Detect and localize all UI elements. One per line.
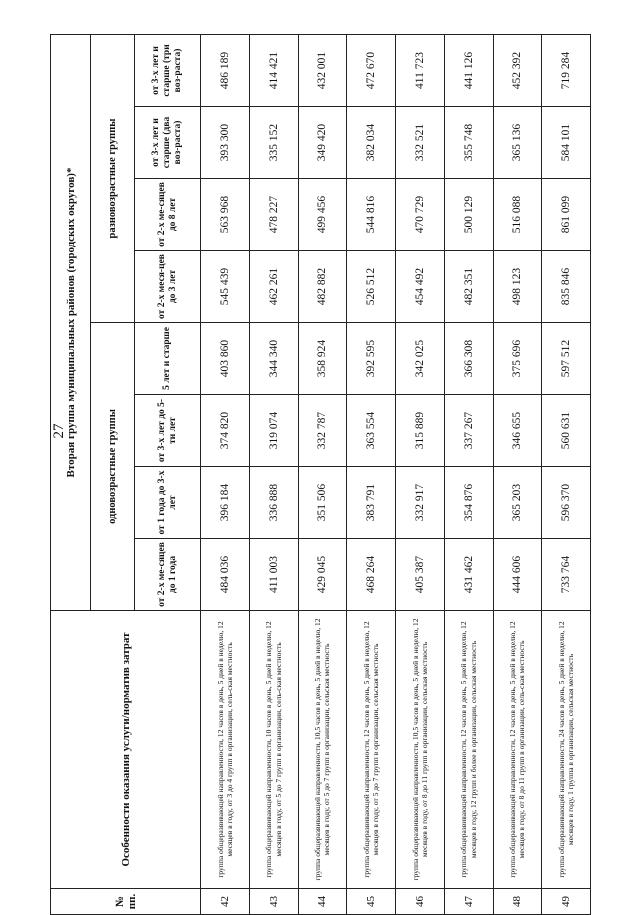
- cost-value-cell: 498 123: [493, 251, 542, 323]
- row-number: 48: [493, 889, 542, 915]
- header-single-col-1: от 2-х ме-сяцев до 1 года: [135, 539, 201, 611]
- cost-value-cell: 393 300: [201, 107, 250, 179]
- cost-value-cell: 835 846: [542, 251, 591, 323]
- cost-value-cell: 482 882: [298, 251, 347, 323]
- table-row: [542, 34, 591, 914]
- cost-value-cell: 472 670: [347, 34, 396, 106]
- table-row: [298, 34, 347, 914]
- cost-value-cell: 500 129: [444, 179, 493, 251]
- cost-value-cell: 563 968: [201, 179, 250, 251]
- cost-value-cell: 444 606: [493, 539, 542, 611]
- cost-value-cell: 342 025: [396, 323, 445, 395]
- header-single-col-2: от 1 года до 3-х лет: [135, 467, 201, 539]
- row-description: группа общеразвивающей направленности, 10,5 часов в день, 5 дней в неделю, 12 месяцев в году, от 5 до 7 групп в организации, сельская местность: [298, 611, 347, 889]
- cost-value-cell: 366 308: [444, 323, 493, 395]
- header-mixed-col-3: от 3-х лет и старше (два воз-раста): [135, 107, 201, 179]
- cost-table: [50, 34, 591, 915]
- cost-value-cell: 403 860: [201, 323, 250, 395]
- row-number: 46: [396, 889, 445, 915]
- cost-table-container: [50, 35, 590, 915]
- row-description: группа общеразвивающей направленности, 12 часов в день, 5 дней в неделю, 12 месяцев в году, от 3 до 4 групп в организации, сель-ская местность: [201, 611, 250, 889]
- header-single-age: одновозрастные группы: [91, 323, 135, 611]
- cost-value-cell: 597 512: [542, 323, 591, 395]
- cost-value-cell: 478 227: [249, 179, 298, 251]
- cost-value-cell: 584 101: [542, 107, 591, 179]
- header-num: № пп.: [51, 889, 201, 915]
- cost-value-cell: 499 456: [298, 179, 347, 251]
- cost-value-cell: 454 492: [396, 251, 445, 323]
- cost-value-cell: 358 924: [298, 323, 347, 395]
- row-description: группа общеразвивающей направленности, 10,5 часов в день, 5 дней в неделю, 12 месяцев в году, от 8 до 11 групп в организации, сельская местность: [396, 611, 445, 889]
- cost-value-cell: 392 595: [347, 323, 396, 395]
- cost-value-cell: 431 462: [444, 539, 493, 611]
- header-features: Особенности оказания услуги/норматив затрат: [51, 611, 201, 889]
- row-number: 42: [201, 889, 250, 915]
- cost-value-cell: 396 184: [201, 467, 250, 539]
- cost-value-cell: 544 816: [347, 179, 396, 251]
- header-group: Вторая группа муниципальных районов (городских округов)*: [51, 34, 91, 610]
- row-description: группа общеразвивающей направленности, 24 часов в день, 5 дней в неделю, 12 месяцев в году, 1 группа в организации, сельская местность: [542, 611, 591, 889]
- header-single-col-3: от 3-х лет до 5-ти лет: [135, 395, 201, 467]
- cost-value-cell: 468 264: [347, 539, 396, 611]
- cost-value-cell: 351 506: [298, 467, 347, 539]
- cost-value-cell: 382 034: [347, 107, 396, 179]
- cost-value-cell: 337 267: [444, 395, 493, 467]
- row-number: 47: [444, 889, 493, 915]
- cost-value-cell: 335 152: [249, 107, 298, 179]
- cost-value-cell: 365 136: [493, 107, 542, 179]
- cost-value-cell: 560 631: [542, 395, 591, 467]
- page-number: 27: [51, 423, 67, 439]
- table-row: [347, 34, 396, 914]
- cost-value-cell: 365 203: [493, 467, 542, 539]
- row-number: 43: [249, 889, 298, 915]
- cost-value-cell: 429 045: [298, 539, 347, 611]
- cost-value-cell: 526 512: [347, 251, 396, 323]
- row-number: 45: [347, 889, 396, 915]
- cost-value-cell: 432 001: [298, 34, 347, 106]
- cost-value-cell: 374 820: [201, 395, 250, 467]
- cost-value-cell: 383 791: [347, 467, 396, 539]
- cost-value-cell: 484 036: [201, 539, 250, 611]
- row-description: группа общеразвивающей направленности, 12 часов в день, 5 дней в неделю, 12 месяцев в году, 12 групп и более в организации, сельская местность: [444, 611, 493, 889]
- cost-value-cell: 354 876: [444, 467, 493, 539]
- cost-value-cell: 861 099: [542, 179, 591, 251]
- table-row: [444, 34, 493, 914]
- row-description: группа общеразвивающей направленности, 12 часов в день, 5 дней в неделю, 12 месяцев в году, от 8 до 11 групп в организации, сель-ская местность: [493, 611, 542, 889]
- header-mixed-col-2: от 2-х ме-сяцев до 8 лет: [135, 179, 201, 251]
- cost-value-cell: 486 189: [201, 34, 250, 106]
- row-number: 49: [542, 889, 591, 915]
- cost-value-cell: 315 889: [396, 395, 445, 467]
- cost-value-cell: 319 074: [249, 395, 298, 467]
- table-row: [493, 34, 542, 914]
- cost-value-cell: 355 748: [444, 107, 493, 179]
- header-mixed-age: разновозрастные группы: [91, 34, 135, 322]
- cost-value-cell: 332 917: [396, 467, 445, 539]
- cost-value-cell: 344 340: [249, 323, 298, 395]
- header-mixed-col-4: от 3-х лет и старше (три воз-раста): [135, 34, 201, 106]
- cost-value-cell: 332 787: [298, 395, 347, 467]
- cost-value-cell: 452 392: [493, 34, 542, 106]
- row-number: 44: [298, 889, 347, 915]
- cost-value-cell: 375 696: [493, 323, 542, 395]
- cost-value-cell: 516 088: [493, 179, 542, 251]
- table-row: [249, 34, 298, 914]
- table-row: [201, 34, 250, 914]
- cost-value-cell: 363 554: [347, 395, 396, 467]
- cost-value-cell: 470 729: [396, 179, 445, 251]
- cost-value-cell: 462 261: [249, 251, 298, 323]
- cost-value-cell: 346 655: [493, 395, 542, 467]
- cost-value-cell: 441 126: [444, 34, 493, 106]
- header-single-col-4: 5 лет и старше: [135, 323, 201, 395]
- cost-value-cell: 719 284: [542, 34, 591, 106]
- header-mixed-col-1: от 2-х меся-цев до 3 лет: [135, 251, 201, 323]
- row-description: группа общеразвивающей направленности, 12 часов в день, 5 дней в неделю, 12 месяцев в году, от 5 до 7 групп в организации, сельская местность: [347, 611, 396, 889]
- cost-value-cell: 545 439: [201, 251, 250, 323]
- cost-value-cell: 332 521: [396, 107, 445, 179]
- table-body: [201, 34, 591, 914]
- cost-value-cell: 411 003: [249, 539, 298, 611]
- cost-value-cell: 733 764: [542, 539, 591, 611]
- table-row: [396, 34, 445, 914]
- cost-value-cell: 414 421: [249, 34, 298, 106]
- row-description: группа общеразвивающей направленности, 10 часов в день, 5 дней в неделю, 12 месяцев в году, от 5 до 7 групп в организации, сель-ская местность: [249, 611, 298, 889]
- cost-value-cell: 336 888: [249, 467, 298, 539]
- cost-value-cell: 482 351: [444, 251, 493, 323]
- cost-value-cell: 596 370: [542, 467, 591, 539]
- cost-value-cell: 349 420: [298, 107, 347, 179]
- cost-value-cell: 405 387: [396, 539, 445, 611]
- cost-value-cell: 411 723: [396, 34, 445, 106]
